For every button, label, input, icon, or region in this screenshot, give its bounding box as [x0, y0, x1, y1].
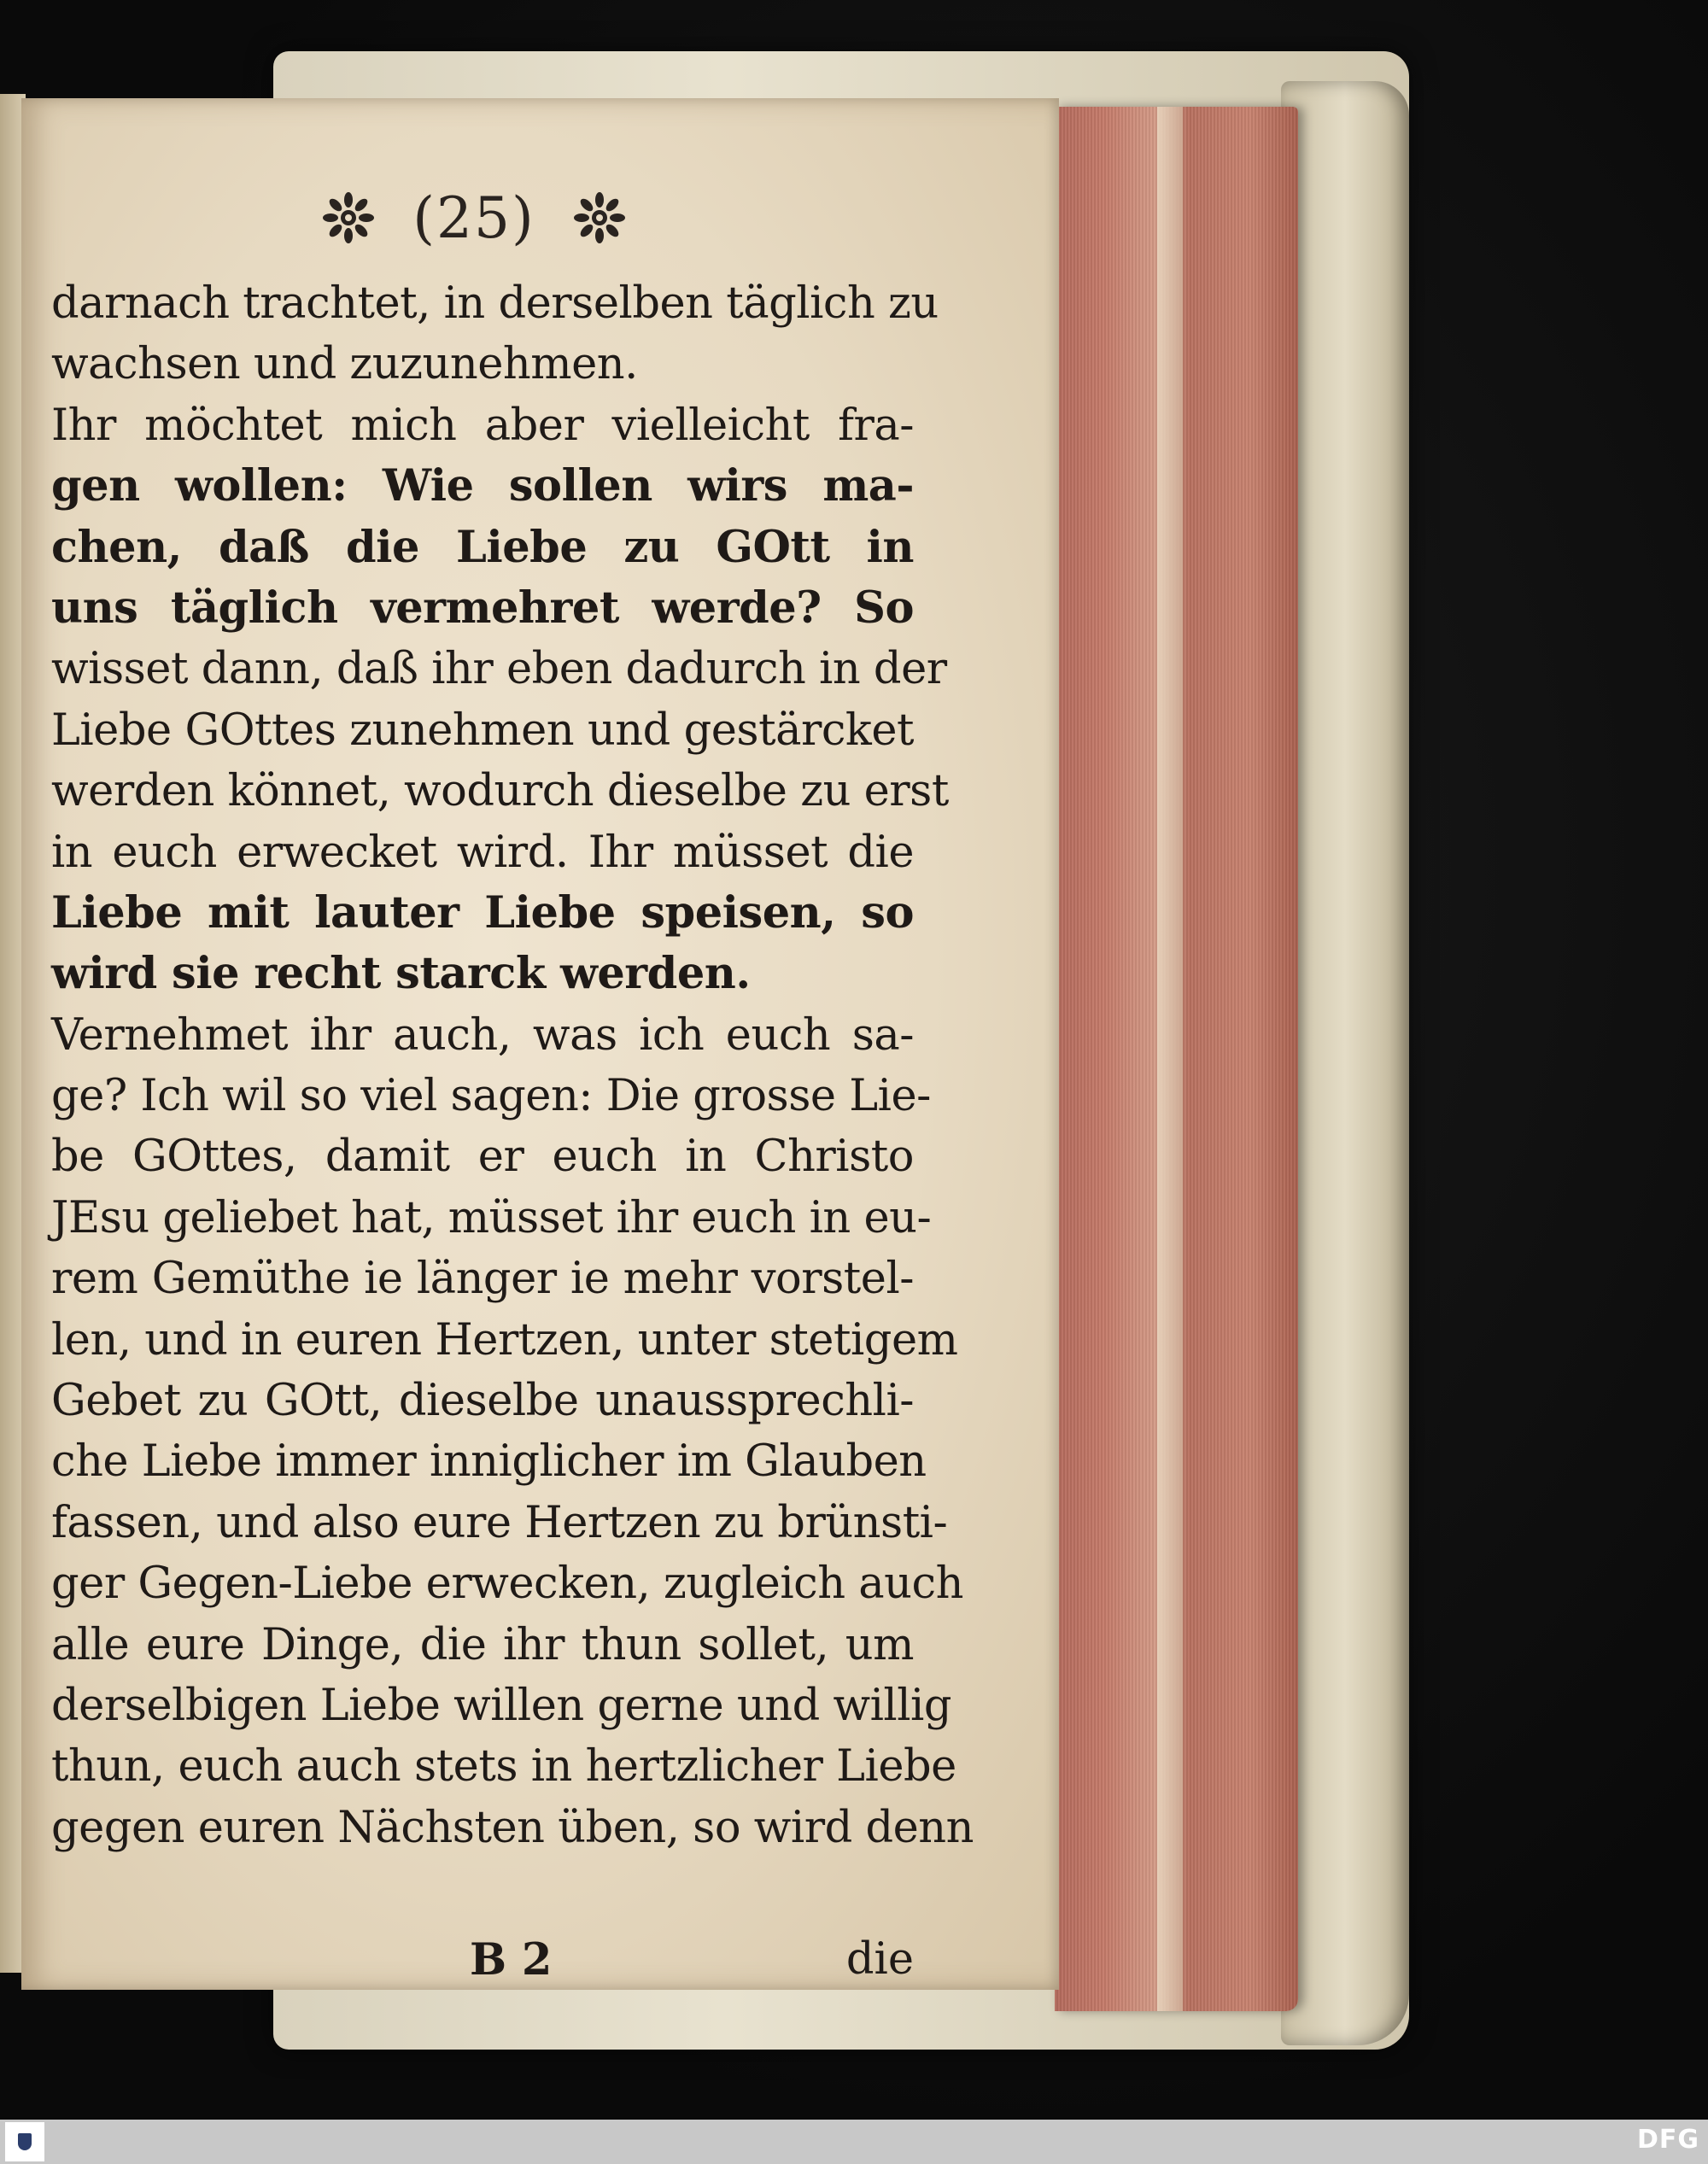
text-line: werden könnet, wodurch dieselbe zu erst [51, 766, 949, 817]
text-line: fassen, und also eure Hertzen zu brünsti- [51, 1497, 948, 1548]
text-line: wird sie recht starck werden. [51, 948, 751, 1000]
flower-ornament-icon [573, 191, 626, 244]
text-line: ge? Ich wil so viel sagen: Die grosse Lie- [51, 1071, 931, 1122]
page-edges-band [1157, 107, 1183, 2011]
text-line: thun, euch auch stets in hertzlicher Liebe [51, 1741, 956, 1793]
text-line: wachsen und zuzunehmen. [51, 339, 638, 390]
book-page [21, 98, 1059, 1990]
text-line: Liebe mit lauter Liebe speisen, so [51, 886, 914, 939]
text-line: derselbigen Liebe willen gerne und willig [51, 1680, 951, 1731]
text-line: in euch erwecket wird. Ihr müsset die [51, 827, 914, 878]
text-line: alle eure Dinge, die ihr thun sollet, um [51, 1619, 914, 1670]
text-line: gen wollen: Wie sollen wirs ma- [51, 460, 914, 512]
page-body-text [51, 273, 974, 1858]
page-header [278, 179, 670, 256]
catchword: die [845, 1934, 914, 1985]
text-line: che Liebe immer inniglicher im Glauben [51, 1436, 927, 1488]
text-line: ger Gegen-Liebe erwecken, zugleich auch [51, 1559, 963, 1610]
text-line: wisset dann, daß ihr eben dadurch in der [51, 644, 947, 695]
text-line: Ihr möchtet mich aber vielleicht fra- [51, 400, 914, 451]
text-line: Liebe GOttes zunehmen und gestärcket [51, 705, 914, 756]
text-line: gegen euren Nächsten üben, so wird denn [51, 1802, 974, 1853]
text-line: rem Gemüthe ie länger ie mehr vorstel- [51, 1254, 914, 1305]
viewer-footer-bar [0, 2120, 1708, 2164]
text-line: Gebet zu GOtt, dieselbe unaussprechli- [51, 1376, 914, 1427]
shield-icon [18, 2133, 32, 2150]
signature-mark: B 2 [470, 1934, 553, 1986]
text-line: Vernehmet ihr auch, was ich euch sa- [51, 1009, 914, 1061]
text-line: JEsu geliebet hat, müsset ihr euch in eu- [51, 1192, 932, 1243]
text-line: uns täglich vermehret werde? So [51, 582, 914, 634]
flower-ornament-icon [322, 191, 375, 244]
text-line: len, und in euren Hertzen, unter stetigem [51, 1314, 958, 1366]
library-logo-icon [5, 2122, 44, 2161]
page-number: (25) [412, 184, 535, 251]
dfg-label: DFG [1636, 2125, 1699, 2155]
text-line: be GOttes, damit er euch in Christo [51, 1132, 914, 1183]
page-footer-line [51, 1934, 914, 2003]
text-line: chen, daß die Liebe zu GOtt in [51, 521, 914, 573]
text-line: darnach trachtet, in derselben täglich zu [51, 278, 939, 329]
page-edges-red [1055, 107, 1298, 2011]
vellum-cover-edge [1281, 81, 1409, 2045]
